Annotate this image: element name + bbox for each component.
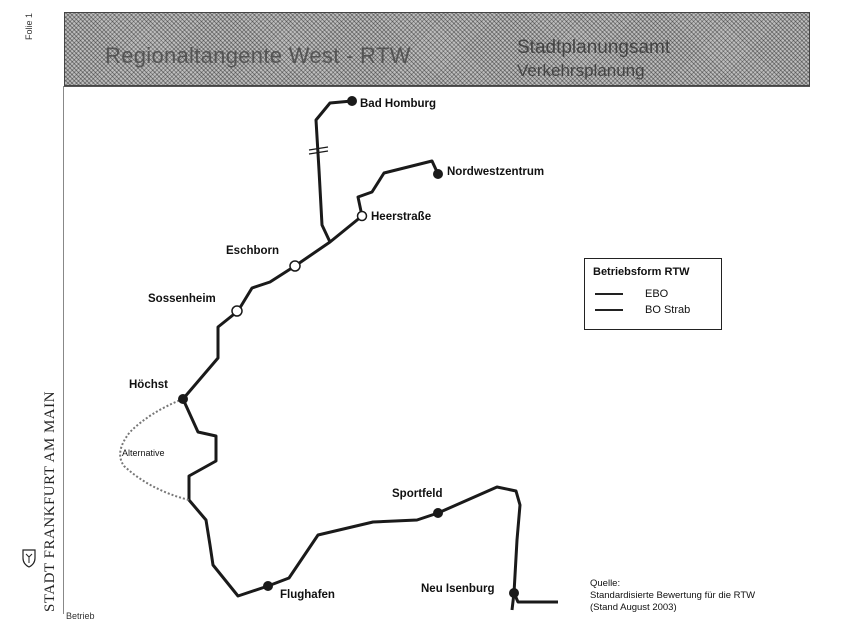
- station-marker-bad-homburg: [347, 96, 357, 106]
- station-marker-hoechst: [178, 394, 188, 404]
- station-marker-heerstrasse: [358, 212, 367, 221]
- route-nordwestzentrum-branch: [358, 161, 438, 216]
- route-main-line: [183, 216, 520, 610]
- station-label-sossenheim: Sossenheim: [148, 293, 216, 305]
- legend-item-label: BO Strab: [645, 304, 691, 316]
- station-label-bad-homburg: Bad Homburg: [360, 98, 437, 110]
- station-label-heerstrasse: Heerstraße: [371, 211, 432, 223]
- station-label-eschborn: Eschborn: [226, 245, 280, 257]
- source-date: (Stand August 2003): [590, 602, 677, 613]
- station-label-flughafen: Flughafen: [280, 589, 335, 601]
- legend-title: Betriebsform RTW: [593, 266, 690, 278]
- legend-item-bo-strab: [595, 304, 690, 316]
- department-subname: Verkehrsplanung: [517, 61, 645, 80]
- station-marker-neu-isenburg: [509, 588, 519, 598]
- station-marker-flughafen: [263, 581, 273, 591]
- legend-item-label: EBO: [645, 288, 669, 300]
- source-text: Standardisierte Bewertung für die RTW: [590, 590, 756, 601]
- station-label-sportfeld: Sportfeld: [392, 488, 443, 500]
- station-marker-sossenheim: [232, 306, 242, 316]
- legend-line-swatch: [595, 293, 623, 295]
- station-label-nordwestzentrum: Nordwestzentrum: [447, 166, 545, 178]
- department-name: Stadtplanungsamt: [517, 37, 671, 58]
- route-bad-homburg-branch: [316, 101, 352, 242]
- route-neu-isenburg-extension: [514, 593, 558, 602]
- legend-line-swatch: [595, 309, 623, 311]
- map-title: Regionaltangente West - RTW: [105, 43, 411, 68]
- source-note: [590, 578, 755, 614]
- station-marker-nordwestzentrum: [433, 169, 443, 179]
- station-label-neu-isenburg: Neu Isenburg: [421, 583, 495, 595]
- footer-section-label: Betrieb: [66, 611, 95, 621]
- station-marker-eschborn: [290, 261, 300, 271]
- source-heading: Quelle:: [590, 578, 621, 589]
- slide-number: Folie 1: [24, 12, 34, 40]
- legend-item-ebo: [595, 288, 668, 300]
- station-label-hoechst: Höchst: [129, 379, 168, 391]
- city-logo-text: STADT FRANKFURT AM MAIN: [42, 391, 58, 612]
- alternative-route-label: Alternative: [122, 448, 165, 458]
- station-marker-sportfeld: [433, 508, 443, 518]
- legend: [584, 258, 722, 330]
